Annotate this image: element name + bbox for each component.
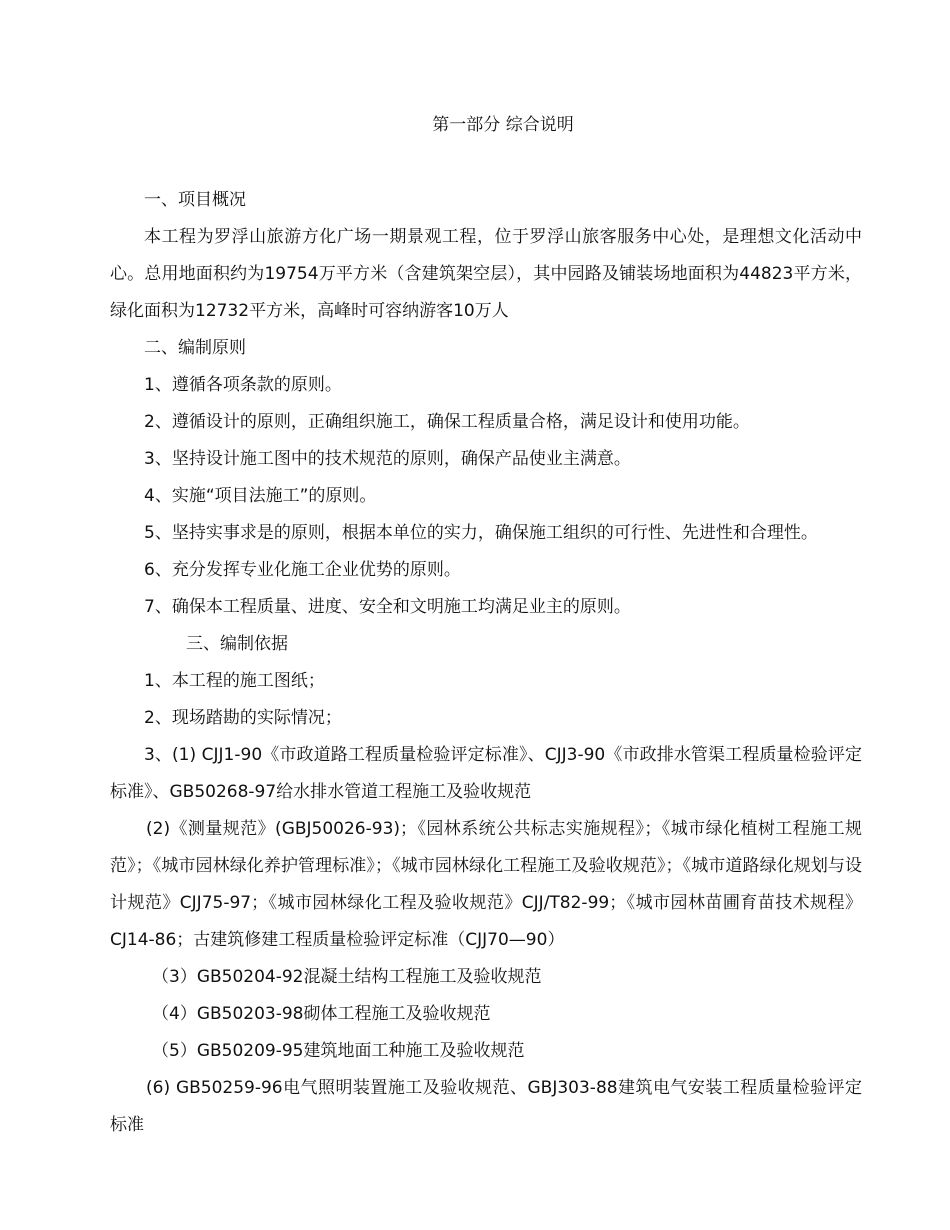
paragraph-project-overview: 本工程为罗浮山旅游方化广场一期景观工程，位于罗浮山旅客服务中心处，是理想文化活动中心。总用地面积约为19754万平方米（含建筑架空层），其中园路及铺装场地面积为44823平方米，绿化面积为12732平方米，高峰时可容纳游客10万人 xyxy=(110,227,862,321)
list-item-principle-2: 2、遵循设计的原则，正确组织施工，确保工程质量合格，满足设计和使用功能。 xyxy=(144,412,750,432)
list-item-basis-3-4: （4）GB50203-98砌体工程施工及验收规范 xyxy=(152,1004,491,1024)
list-item-basis-3-2: (2)《测量规范》(GBJ50026-93)；《园林系统公共标志实施规程》；《城市绿化植树工程施工规范》；《城市园林绿化养护管理标准》；《城市园林绿化工程施工及验收规范》；《城市道路绿化规划与设计规范》CJJ75-97；《城市园林绿化工程及验收规范》CJJ/T82-99；《城市园林苗圃育苗技术规程》CJ14-86；古建筑修建工程质量检验评定标准（CJJ70—90） xyxy=(110,819,862,950)
section-heading-principles: 二、编制原则 xyxy=(144,338,246,358)
list-item-principle-6: 6、充分发挥专业化施工企业优势的原则。 xyxy=(144,560,461,580)
document-body xyxy=(110,182,862,1144)
list-item-basis-3-1: 3、(1) CJJ1-90《市政道路工程质量检验评定标准》、CJJ3-90《市政排水管渠工程质量检验评定标准》、GB50268-97给水排水管道工程施工及验收规范 xyxy=(110,745,862,802)
section-heading-basis: 三、编制依据 xyxy=(186,634,288,654)
list-item-basis-1: 1、本工程的施工图纸； xyxy=(144,671,325,691)
list-item-principle-7: 7、确保本工程质量、进度、安全和文明施工均满足业主的原则。 xyxy=(144,597,631,617)
list-item-principle-1: 1、遵循各项条款的原则。 xyxy=(144,375,342,395)
list-item-basis-2: 2、现场踏勘的实际情况； xyxy=(144,708,342,728)
list-item-principle-4: 4、实施“项目法施工”的原则。 xyxy=(144,486,377,506)
list-item-basis-3-5: （5）GB50209-95建筑地面工种施工及验收规范 xyxy=(152,1041,525,1061)
list-item-basis-3-3: （3）GB50204-92混凝土结构工程施工及验收规范 xyxy=(152,967,542,987)
section-heading-project-overview: 一、项目概况 xyxy=(144,190,246,210)
list-item-basis-3-6: (6) GB50259-96电气照明装置施工及验收规范、GBJ303-88建筑电气安装工程质量检验评定标准 xyxy=(110,1078,862,1135)
list-item-principle-3: 3、坚持设计施工图中的技术规范的原则，确保产品使业主满意。 xyxy=(144,449,631,469)
page-title: 第一部分 综合说明 xyxy=(432,115,574,135)
list-item-principle-5: 5、坚持实事求是的原则，根据本单位的实力，确保施工组织的可行性、先进性和合理性。 xyxy=(144,523,818,543)
